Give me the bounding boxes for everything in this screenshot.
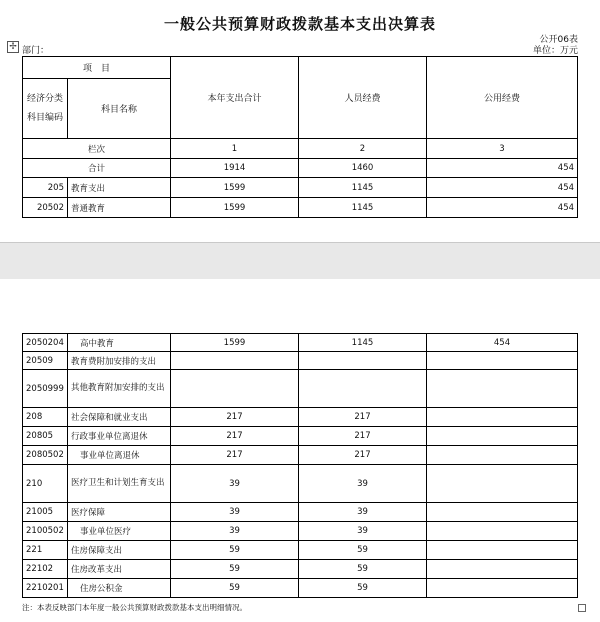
row-total: 39	[171, 503, 299, 522]
row-public	[427, 408, 578, 427]
row-total: 1599	[171, 334, 299, 352]
row-public: 454	[427, 178, 578, 198]
row-personnel: 59	[299, 560, 427, 579]
column-index-1: 1	[171, 139, 299, 159]
row-total: 217	[171, 427, 299, 446]
row-personnel: 1145	[299, 178, 427, 198]
row-personnel: 217	[299, 408, 427, 427]
total-header: 本年支出合计	[171, 57, 299, 139]
row-personnel: 39	[299, 522, 427, 541]
table-row	[23, 579, 578, 598]
row-personnel: 39	[299, 465, 427, 503]
table-row	[23, 352, 578, 370]
row-name: 事业单位离退休	[68, 446, 171, 465]
table-row	[23, 446, 578, 465]
table-row	[23, 178, 578, 198]
row-code: 20502	[23, 198, 68, 218]
row-public	[427, 541, 578, 560]
row-name: 住房改革支出	[68, 560, 171, 579]
row-total: 1599	[171, 198, 299, 218]
unit-label: 单位：万元	[532, 46, 578, 56]
row-personnel: 1145	[299, 334, 427, 352]
project-header: 项 目	[23, 57, 171, 79]
page-break-gap	[0, 242, 600, 280]
row-public	[427, 579, 578, 598]
row-personnel	[299, 370, 427, 408]
column-index-2: 2	[299, 139, 427, 159]
row-name: 医疗卫生和计划生育支出	[68, 465, 171, 503]
row-public	[427, 465, 578, 503]
total-row-public: 454	[427, 159, 578, 178]
table-move-handle-icon[interactable]: ✢	[7, 41, 19, 53]
row-personnel	[299, 352, 427, 370]
row-name: 普通教育	[68, 198, 171, 218]
column-index-3: 3	[427, 139, 578, 159]
page-title: 一般公共预算财政拨款基本支出决算表	[163, 15, 436, 33]
row-name: 教育费附加安排的支出	[68, 352, 171, 370]
table-row	[23, 560, 578, 579]
row-total: 59	[171, 560, 299, 579]
row-name: 事业单位医疗	[68, 522, 171, 541]
table-row	[23, 503, 578, 522]
row-code: 2050204	[23, 334, 68, 352]
expenditure-table-part-2	[22, 333, 578, 598]
row-name: 教育支出	[68, 178, 171, 198]
row-personnel: 217	[299, 427, 427, 446]
row-total	[171, 352, 299, 370]
table-row	[23, 522, 578, 541]
table-row	[23, 408, 578, 427]
row-total: 39	[171, 522, 299, 541]
row-public	[427, 370, 578, 408]
row-name: 医疗保障	[68, 503, 171, 522]
document-page-2	[0, 279, 600, 622]
row-personnel: 39	[299, 503, 427, 522]
row-total: 1599	[171, 178, 299, 198]
row-code: 20509	[23, 352, 68, 370]
row-personnel: 59	[299, 579, 427, 598]
row-code: 21005	[23, 503, 68, 522]
row-total	[171, 370, 299, 408]
department-label: 部门：	[22, 46, 50, 56]
row-code: 2210201	[23, 579, 68, 598]
row-name: 社会保障和就业支出	[68, 408, 171, 427]
row-name: 行政事业单位离退休	[68, 427, 171, 446]
row-total: 217	[171, 446, 299, 465]
row-code: 2100502	[23, 522, 68, 541]
row-total: 39	[171, 465, 299, 503]
document-page-1	[0, 0, 600, 242]
subject-name-header: 科目名称	[68, 79, 171, 139]
table-row	[23, 465, 578, 503]
row-name: 高中教育	[68, 334, 171, 352]
row-total: 59	[171, 579, 299, 598]
row-name: 住房保障支出	[68, 541, 171, 560]
row-code: 208	[23, 408, 68, 427]
row-public: 454	[427, 334, 578, 352]
econ-code-header: 经济分类科目编码	[23, 79, 68, 139]
row-public	[427, 427, 578, 446]
row-public	[427, 522, 578, 541]
row-code: 205	[23, 178, 68, 198]
row-public	[427, 446, 578, 465]
table-row	[23, 427, 578, 446]
row-code: 20805	[23, 427, 68, 446]
row-public	[427, 560, 578, 579]
row-public	[427, 352, 578, 370]
row-code: 2080502	[23, 446, 68, 465]
table-footnote: 注：本表反映部门本年度一般公共预算财政拨款基本支出明细情况。	[22, 603, 247, 612]
page-corner-marker	[578, 604, 586, 612]
row-code: 210	[23, 465, 68, 503]
row-total: 59	[171, 541, 299, 560]
row-code: 22102	[23, 560, 68, 579]
table-row	[23, 198, 578, 218]
personnel-header: 人员经费	[299, 57, 427, 139]
expenditure-table-part-1	[22, 56, 578, 218]
table-row	[23, 370, 578, 408]
row-total: 217	[171, 408, 299, 427]
row-name: 住房公积金	[68, 579, 171, 598]
table-row	[23, 334, 578, 352]
row-code: 221	[23, 541, 68, 560]
row-personnel: 217	[299, 446, 427, 465]
row-public	[427, 503, 578, 522]
total-row-personnel: 1460	[299, 159, 427, 178]
row-personnel: 1145	[299, 198, 427, 218]
public-header: 公用经费	[427, 57, 578, 139]
total-row-total: 1914	[171, 159, 299, 178]
column-index-label: 栏次	[23, 139, 171, 159]
form-number: 公开06表	[539, 35, 578, 45]
row-public: 454	[427, 198, 578, 218]
total-row-label: 合计	[23, 159, 171, 178]
table-row	[23, 541, 578, 560]
row-name: 其他教育附加安排的支出	[68, 370, 171, 408]
row-personnel: 59	[299, 541, 427, 560]
row-code: 2050999	[23, 370, 68, 408]
